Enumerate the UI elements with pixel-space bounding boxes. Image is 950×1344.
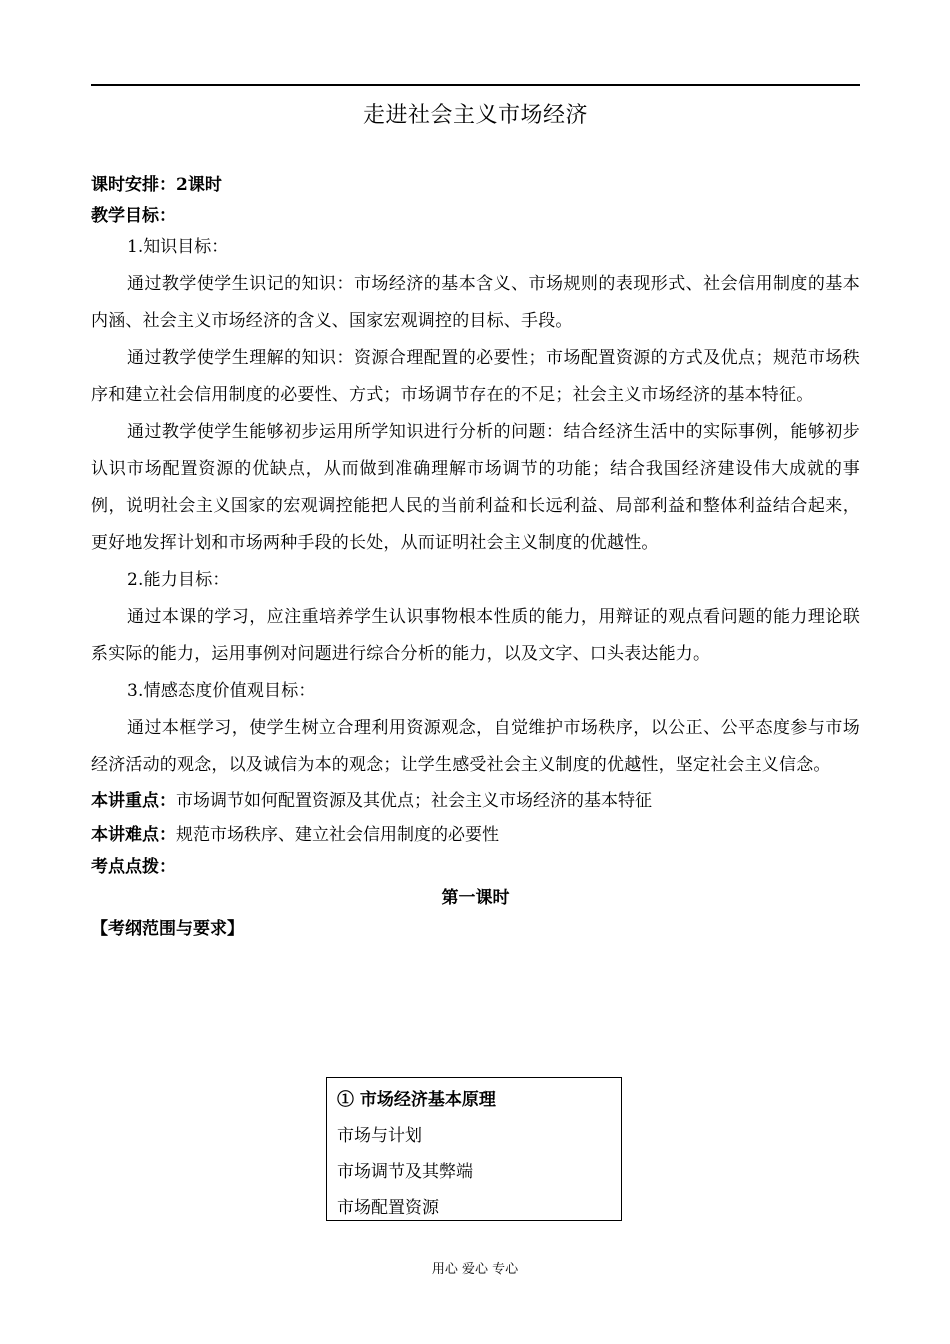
syllabus-item: 市场与计划 — [337, 1126, 422, 1146]
objectives-heading: 教学目标： — [91, 206, 176, 226]
ability-paragraph: 通过本课的学习，应注重培养学生认识事物根本性质的能力，用辩证的观点看问题的能力理论联系实际的能力，运用事例对问题进行综合分析的能力，以及文字、口头表达能力。 — [91, 607, 860, 664]
key-point-label: 本讲重点： — [91, 791, 176, 811]
knowledge-paragraph-2: 通过教学使学生理解的知识：资源合理配置的必要性；市场配置资源的方式及优点；规范市场秩序和建立社会信用制度的必要性、方式；市场调节存在的不足；社会主义市场经济的基本特征。 — [91, 348, 860, 405]
schedule-line — [91, 170, 860, 201]
knowledge-paragraph-1: 通过教学使学生识记的知识：市场经济的基本含义、市场规则的表现形式、社会信用制度的基本内涵、社会主义市场经济的含义、国家宏观调控的目标、手段。 — [91, 274, 860, 331]
document-title: 走进社会主义市场经济 — [362, 103, 588, 128]
schedule-label: 课时安排： — [91, 175, 176, 195]
key-point-line — [91, 784, 860, 818]
attitude-paragraph: 通过本框学习，使学生树立合理利用资源观念，自觉维护市场秩序，以公正、公平态度参与市场经济活动的观念，以及诚信为本的观念；让学生感受社会主义制度的优越性，坚定社会主义信念。 — [91, 718, 860, 775]
difficult-point-label: 本讲难点： — [91, 825, 176, 845]
difficult-point-value: 规范市场秩序、建立社会信用制度的必要性 — [176, 825, 499, 845]
attitude-heading: 3.情感态度价值观目标： — [127, 681, 316, 701]
syllabus-box-heading: ① 市场经济基本原理 — [337, 1090, 496, 1110]
exam-points-heading: 考点点拨： — [91, 857, 176, 877]
ability-heading: 2.能力目标： — [127, 570, 230, 590]
key-point-value: 市场调节如何配置资源及其优点；社会主义市场经济的基本特征 — [176, 791, 652, 811]
syllabus-item: 市场调节及其弊端 — [337, 1162, 473, 1182]
knowledge-paragraph-3: 通过教学使学生能够初步运用所学知识进行分析的问题：结合经济生活中的实际事例，能够初步认识市场配置资源的优缺点，从而做到准确理解市场调节的功能；结合我国经济建设伟大成就的事例，说明社会主义国家的宏观调控能把人民的当前利益和长远利益、局部利益和整体利益结合起来，更好地发挥计划和市场两种手段的长处，从而证明社会主义制度的优越性。 — [91, 422, 860, 553]
difficult-point-line — [91, 818, 860, 852]
syllabus-box — [326, 1077, 622, 1221]
page-footer: 用心 爱心 专心 — [431, 1262, 519, 1277]
syllabus-heading: 【考纲范围与要求】 — [91, 919, 244, 939]
knowledge-heading: 1.知识目标： — [127, 237, 229, 257]
header-rule — [91, 84, 860, 86]
syllabus-item: 市场配置资源 — [337, 1198, 439, 1218]
lesson-heading: 第一课时 — [441, 888, 510, 908]
schedule-value: 2课时 — [176, 175, 222, 195]
document-body — [91, 170, 860, 945]
